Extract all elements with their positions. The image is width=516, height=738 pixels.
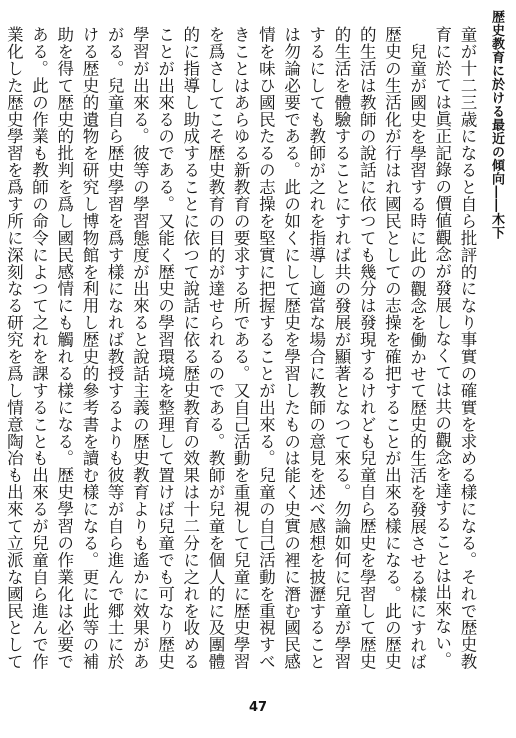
page-number: 47: [248, 700, 268, 715]
paragraph: 童が十二三歳になると自ら批評的になり事實の確實を求める樣になる。それで歴史教育に於ては眞正記錄の價値觀念が發展しなくては共の觀念を達することは出來ない。: [432, 26, 477, 670]
paragraph: 兒童が國史を學習する時に此の觀念を働かせて歴史的生活を發展させる樣にすれば歴史の生活化が行はれ國民としての志操を確把することが出來る樣になる。此の歴史的生活は教師の說話に依つても幾分は發現するけれども兒童自ら歴史を學習して歴史的生活を體驗することにすれば共の發展が顯著となつて來る。勿論如何に兒童が學習するにしても教師が之れを指導し適當な場合に教師の意見を述べ感想を披瀝することは勿論必要である。此の如くにして歴史を學習したものは能く史實の裡に潛む國民感情を味ひ國民たるの志操を堅實に把握することが出來る。兒童の自己活動を重視すべきことはあらゆる新教育の要求する所である。又自己活動を重視して兒童に歴史學習を爲さしてこそ歴史教育の目的が達せられるのである。教師が兒童を個人的に及團體的に指導し助成することに依つて說話に依る歴史教育の效果は十二分に之れを收めることが出來るのである。又能く歴史の學習環境を整理して置けば兒童でも可なり歴史學習が出來る。彼等の學習態度が出來ると說話主義の歴史教育よりも遙かに效果があがる。兒童自ら歴史學習を爲す樣になれば教授するよりも彼等が自ら進んで郷土に於ける歴史的遺物を研究し博物館を利用し歴史的參考書を讀む樣になる。更に此等の補助を得て歴史的批判を爲し國民感情にも觸れる樣になる。歴史學習の作業化は必要である。此の作業も教師の命令によつて之れを課することも出來るが兒童自ら進んで作業化した歴史學習を爲す所に深刻なる研究を爲し情意陶冶も出來て立派な國民として: [4, 26, 427, 670]
running-header: 歴史教育に於ける最近の傾向――木下: [489, 10, 504, 240]
body-text: [4, 26, 480, 670]
